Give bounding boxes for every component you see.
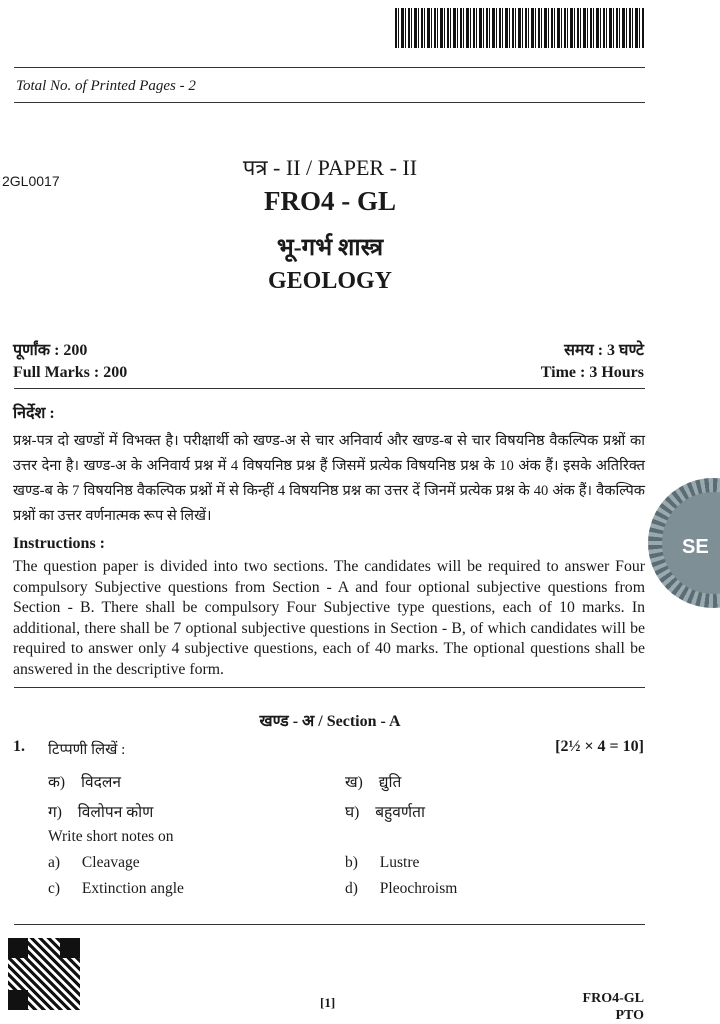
option-text: द्युति [378, 774, 402, 791]
option-english-c [48, 880, 184, 898]
option-letter: c) [48, 880, 61, 897]
seal-text: SE [682, 536, 709, 558]
qr-code [8, 938, 80, 1010]
option-hindi-b [345, 770, 401, 792]
time-hindi: समय : 3 घण्टे [564, 342, 644, 359]
option-letter: क) [48, 774, 66, 791]
option-english-d [345, 880, 457, 898]
option-text: विलोपन कोण [77, 804, 154, 821]
time-english: Time : 3 Hours [540, 364, 644, 381]
option-letter: घ) [345, 804, 360, 821]
full-marks-hindi: पूर्णांक : 200 [13, 342, 88, 359]
option-text: Extinction angle [81, 880, 184, 897]
directions-label: निर्देश : [13, 405, 55, 422]
instructions-rule [14, 687, 645, 688]
section-heading: खण्ड - अ / Section - A [259, 713, 401, 730]
subject-english: GEOLOGY [267, 268, 393, 294]
option-english-a [48, 854, 140, 872]
total-pages: Total No. of Printed Pages - 2 [16, 78, 196, 94]
option-text: Lustre [379, 854, 420, 871]
page-number: [1] [320, 995, 336, 1010]
subject-code: FRO4 - GL [264, 186, 396, 216]
footer-rule [14, 924, 645, 925]
option-text: विदलन [80, 774, 121, 791]
option-hindi-c [48, 800, 153, 822]
instructions-label: Instructions : [13, 535, 106, 552]
option-text: Pleochroism [379, 880, 458, 897]
option-letter: ख) [345, 774, 363, 791]
option-letter: a) [48, 854, 61, 871]
option-text: बहुवर्णता [375, 804, 425, 821]
seal-stamp [648, 478, 720, 608]
option-hindi-a [48, 770, 121, 792]
meta-rule [14, 388, 645, 389]
option-english-b [345, 854, 419, 872]
option-letter: ग) [48, 804, 62, 821]
question-marks: [2½ × 4 = 10] [555, 738, 644, 755]
subject-hindi: भू-गर्भ शास्त्र [276, 235, 384, 261]
option-text: Cleavage [81, 854, 140, 871]
question-title-english: Write short notes on [48, 828, 174, 845]
footer-code [583, 990, 644, 1024]
question-number: 1. [13, 738, 25, 755]
directions-hindi: प्रश्न-पत्र दो खण्डों में विभक्त है। परीक्षार्थी को खण्ड-अ से चार अनिवार्य और खण्ड-ब से चार विषयनिष्ठ वैकल्पिक प्रश्नों का उत्तर देना है। खण्ड-अ के अनिवार्य प्रश्न में 4 विषयनिष्ठ प्रश्न हैं जिसमें प्रत्येक विषयनिष्ठ प्रश्न के 10 अंक हैं। इसके अतिरिक्त खण्ड-ब के 7 विषयनिष्ठ वैकल्पिक प्रश्नों में से किन्हीं 4 विषयनिष्ठ प्रश्न का उत्तर दें जिनमें प्रत्येक प्रश्न के 40 अंक हैं। वैकल्पिक प्रश्नों का उत्तर वर्णनात्मक रूप से लिखें। [13, 433, 645, 524]
option-letter: b) [345, 854, 358, 871]
footer-pto: PTO [615, 1008, 644, 1023]
header-rule [14, 102, 645, 103]
instructions-english: The question paper is divided into two sections. The candidates will be required to answer Four compulsory Subjective questions from Section - A and four optional subjective questions from Section - B. There shall be compulsory Four Subjective type questions, each of 10 marks. In additional, there shall be 7 optional subjective questions in Section - B, of which candidates will be required to answer only 4 subjective questions, each of 40 marks. The optional questions shall be answered in the descriptive form. [13, 558, 645, 678]
full-marks-english: Full Marks : 200 [13, 364, 128, 381]
option-hindi-d [345, 800, 425, 822]
top-rule [14, 67, 645, 68]
paper-title: पत्र - II / PAPER - II [242, 155, 418, 180]
question-title-hindi: टिप्पणी लिखें : [48, 742, 126, 758]
footer-code-text: FRO4-GL [582, 991, 644, 1006]
barcode [395, 8, 645, 48]
paper-code: 2GL0017 [2, 173, 60, 189]
option-letter: d) [345, 880, 358, 897]
